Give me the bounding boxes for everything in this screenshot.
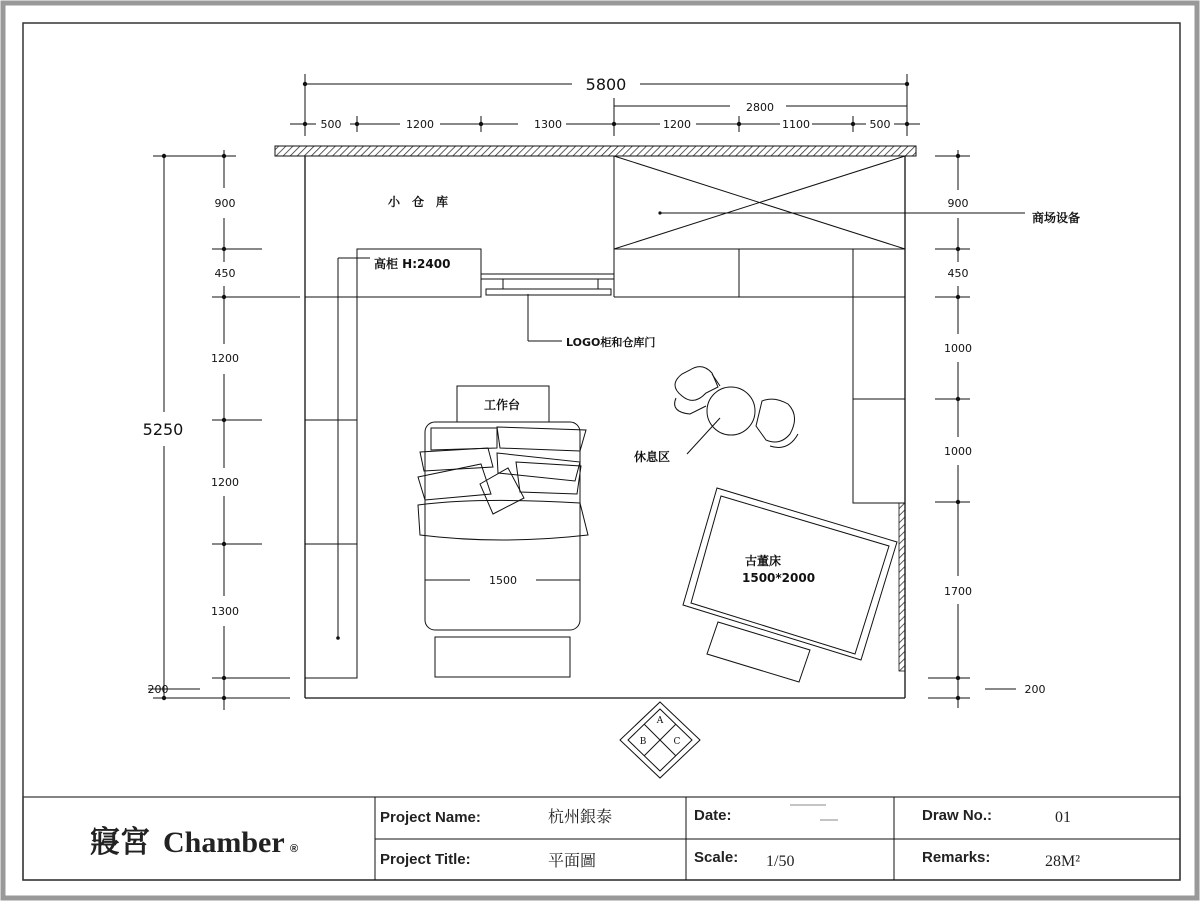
dim-top-seg-2: 1200 <box>406 118 434 131</box>
dim-top-seg-6: 500 <box>869 118 891 131</box>
double-bed <box>418 422 588 630</box>
logo-cabinet-leader <box>528 294 562 341</box>
project-name-value: 杭州銀泰 <box>548 809 613 826</box>
project-title-value: 平面圖 <box>548 853 597 870</box>
dim-bed-width: 1500 <box>489 574 517 587</box>
remarks-label: Remarks: <box>922 849 991 866</box>
dim-left-seg-2: 450 <box>214 267 236 280</box>
dim-top-total: 5800 <box>585 75 627 94</box>
project-title-label: Project Title: <box>380 851 471 868</box>
logo-cn: 寢宮 <box>90 826 150 859</box>
date-label: Date: <box>694 807 732 824</box>
dim-top-seg-5: 1100 <box>782 118 810 131</box>
scale-label: Scale: <box>694 849 739 866</box>
dim-left-seg-4: 1200 <box>211 476 239 489</box>
dim-right-seg-6: 200 <box>1024 683 1046 696</box>
marker-c: C <box>673 737 681 747</box>
remarks-value: 28M² <box>1045 853 1081 870</box>
marker-b: B <box>639 737 647 747</box>
dim-top-seg-3: 1300 <box>534 118 562 131</box>
elevation-marker <box>620 702 700 778</box>
dim-left-seg-3: 1200 <box>211 352 239 365</box>
dim-right-seg-2: 450 <box>947 267 969 280</box>
dim-left-seg-5: 1300 <box>211 605 239 618</box>
title-block <box>23 797 1180 880</box>
marker-a: A <box>656 716 664 726</box>
right-dimensions <box>928 150 1046 708</box>
label-workbench: 工作台 <box>483 398 521 412</box>
warehouse-partition <box>305 156 905 297</box>
left-dimensions <box>143 150 300 710</box>
dim-left-seg-1: 900 <box>214 197 236 210</box>
label-tall-cabinet: 高柜 H:2400 <box>374 257 451 271</box>
label-mall-equipment: 商场设备 <box>1032 211 1081 225</box>
rest-area-furniture <box>675 367 798 454</box>
dim-left-seg-6: 200 <box>147 683 169 696</box>
right-cabinet <box>853 297 905 503</box>
bed-rug <box>435 637 570 677</box>
top-dimensions <box>290 74 920 136</box>
antique-bed <box>683 488 897 682</box>
scale-value: 1/50 <box>766 853 795 870</box>
top-wall-hatched <box>275 146 916 156</box>
dim-top-seg-1: 500 <box>320 118 342 131</box>
draw-no-label: Draw No.: <box>922 807 993 824</box>
project-name-label: Project Name: <box>380 809 481 826</box>
sheet-outer-frame <box>3 3 1197 898</box>
dim-right-seg-4: 1000 <box>944 445 972 458</box>
label-antique-bed: 古董床 <box>745 554 782 568</box>
label-small-warehouse: 小 仓 库 <box>387 195 449 209</box>
logo-registered-mark: ® <box>290 843 299 855</box>
label-logo-cabinet: LOGO柜和仓库门 <box>566 336 656 349</box>
dim-top-sub: 2800 <box>746 101 774 114</box>
label-rest-area: 休息区 <box>634 450 671 464</box>
right-wall-hatch <box>899 503 905 671</box>
logo-en: Chamber <box>163 826 285 859</box>
dim-left-total: 5250 <box>142 420 184 439</box>
dim-top-seg-4: 1200 <box>663 118 691 131</box>
label-antique-bed-size: 1500*2000 <box>742 571 816 585</box>
left-tall-cabinet <box>305 258 370 678</box>
dim-right-seg-3: 1000 <box>944 342 972 355</box>
draw-no-value: 01 <box>1055 809 1071 826</box>
dim-right-seg-5: 1700 <box>944 585 972 598</box>
dim-right-seg-1: 900 <box>947 197 969 210</box>
